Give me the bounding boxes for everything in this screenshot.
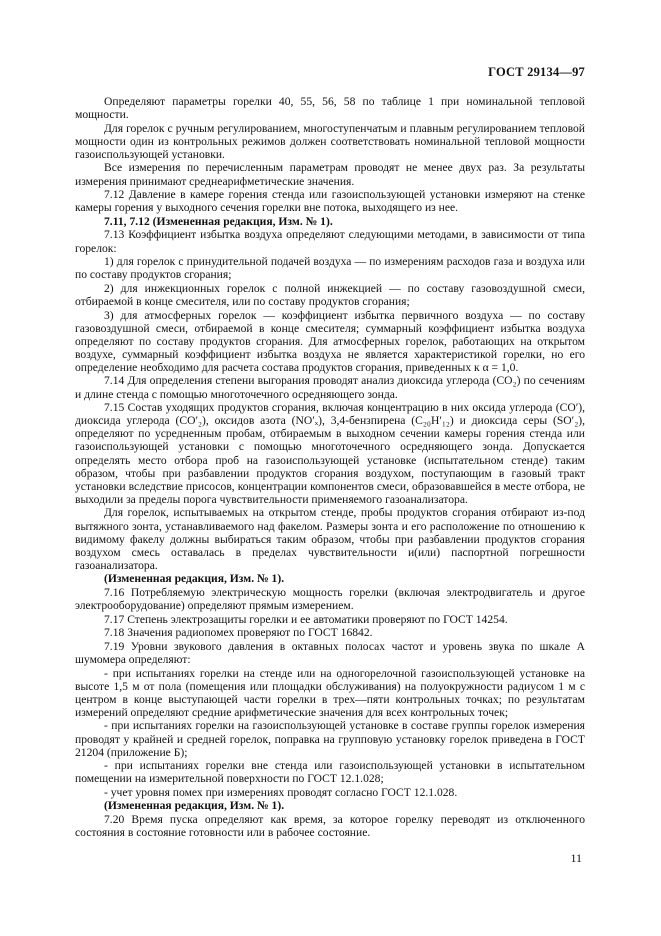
paragraph: 7.14 Для определения степени выгорания проводят анализ диоксида углерода (CO₂) по сечениям и длине стенда с помощью многоточечного осредняющего зонда. — [75, 374, 585, 401]
amendment-note: (Измененная редакция, Изм. № 1). — [104, 572, 285, 586]
list-item: 2) для инжекционных горелок с полной инжекцией — по составу газовоздушной смеси, отбираемой в конце смесителя, или по составу продуктов сгорания; — [75, 281, 585, 308]
paragraph: 7.20 Время пуска определяют как время, за которое горелку переводят из отключенного состояния в состояние готовности или в рабочее состояние. — [75, 813, 585, 840]
list-item: - при испытаниях горелки на стенде или на одногорелочной газоиспользующей установке на высоте 1,5 м от пола (помещения или площадки обслуживания) на полуокружности радиусом 1 м с центром в конце выступающей части горелки в трех—пяти контрольных точках; по результатам измерений определяют средние арифметические значения для всех контрольных точек; — [75, 666, 585, 719]
paragraph: Для горелок, испытываемых на открытом стенде, пробы продуктов сгорания отбирают из-под вытяжного зонта, устанавливаемого над факелом. Размеры зонта и его расположение по отношению к видимому факелу должны выбираться таким образом, чтобы при разбавлении продуктов сгорания воздухом смесь оставалась в пределах чувствительности и(или) паспортной погрешности газоанализатора. — [75, 506, 585, 572]
paragraph: Для горелок с ручным регулированием, многоступенчатым и плавным регулированием тепловой мощности один из контрольных режимов должен соответствовать номинальной тепловой мощности газоиспользующей установки. — [75, 121, 585, 161]
document-header: ГОСТ 29134—97 — [488, 65, 585, 79]
paragraph: Все измерения по перечисленным параметрам проводят не менее двух раз. За результаты измерения принимают среднеарифметические значения. — [75, 161, 585, 188]
list-item: - при испытаниях горелки вне стенда или газоиспользующей установки в испытательном помещении на измерительной поверхности по ГОСТ 12.1.028; — [75, 759, 585, 786]
list-item: - при испытаниях горелки на газоиспользующей установке в составе группы горелок измерения проводят у крайней и средней горелок, поправка на групповую установку горелок приведена в ГОСТ 21204 (приложение Б); — [75, 719, 585, 759]
paragraph: 7.19 Уровни звукового давления в октавных полосах частот и уровень звука по шкале А шумомера определяют: — [75, 639, 585, 666]
list-item: 3) для атмосферных горелок — коэффициент избытка первичного воздуха — по составу газовоздушной смеси, отбираемой в конце смесителя; суммарный коэффициент избытка воздуха определяют по составу продуктов сгорания. Для атмосферных горелок, работающих на открытом воздухе, суммарный коэффициент избытка воздуха не является характеристикой горелки, но его определение необходимо для расчета состава продуктов сгорания, приведенных к α = 1,0. — [75, 308, 585, 374]
document-body — [75, 95, 585, 840]
paragraph: 7.18 Значения радиопомех проверяют по ГОСТ 16842. — [104, 626, 373, 640]
list-item: 1) для горелок с принудительной подачей воздуха — по измерениям расходов газа и воздуха или по составу продуктов сгорания; — [75, 255, 585, 282]
amendment-note: (Измененная редакция, Изм. № 1). — [104, 799, 285, 813]
paragraph: 7.12 Давление в камере горения стенда или газоиспользующей установки измеряют на стенке камеры горения у выходного сечения горелки вне потока, выходящего из нее. — [75, 188, 585, 215]
paragraph: Определяют параметры горелки 40, 55, 56, 58 по таблице 1 при номинальной тепловой мощности. — [75, 95, 585, 122]
list-item: - учет уровня помех при измерениях проводят согласно ГОСТ 12.1.028. — [104, 785, 458, 799]
paragraph: 7.13 Коэффициент избытка воздуха определяют следующими методами, в зависимости от типа горелок: — [75, 228, 585, 255]
paragraph: 7.17 Степень электрозащиты горелки и ее автоматики проверяют по ГОСТ 14254. — [104, 612, 508, 626]
paragraph: 7.16 Потребляемую электрическую мощность горелки (включая электродвигатель и другое электрооборудование) определяют прямым измерением. — [75, 585, 585, 613]
paragraph: 7.15 Состав уходящих продуктов сгорания, включая концентрацию в них оксида углерода (CO′), диоксида углерода (CO′₂), оксидов азота (NO′ₓ), 3,4-бензпирена (C₂₀H′₁₂) и диоксида серы (SO′₂), определяют по усредненным пробам, отбираемым в выходном сечении камеры горения стенда или газоиспользующей установки с помощью многоточечного осредняющего зонда. Допускается определять место отбора проб на газоиспользующей установке (испытательном стенде) таким образом, чтобы при разбавлении продуктов сгорания воздухом, поступающим в газовый тракт установки вследствие присосов, концентрации компонентов смеси, образовавшейся в месте отбора, не выходили за пределы порога чувствительности применяемого газоанализатора. — [75, 401, 585, 506]
page-number: 11 — [570, 851, 582, 865]
amendment-note: 7.11, 7.12 (Измененная редакция, Изм. № 1). — [104, 214, 333, 228]
